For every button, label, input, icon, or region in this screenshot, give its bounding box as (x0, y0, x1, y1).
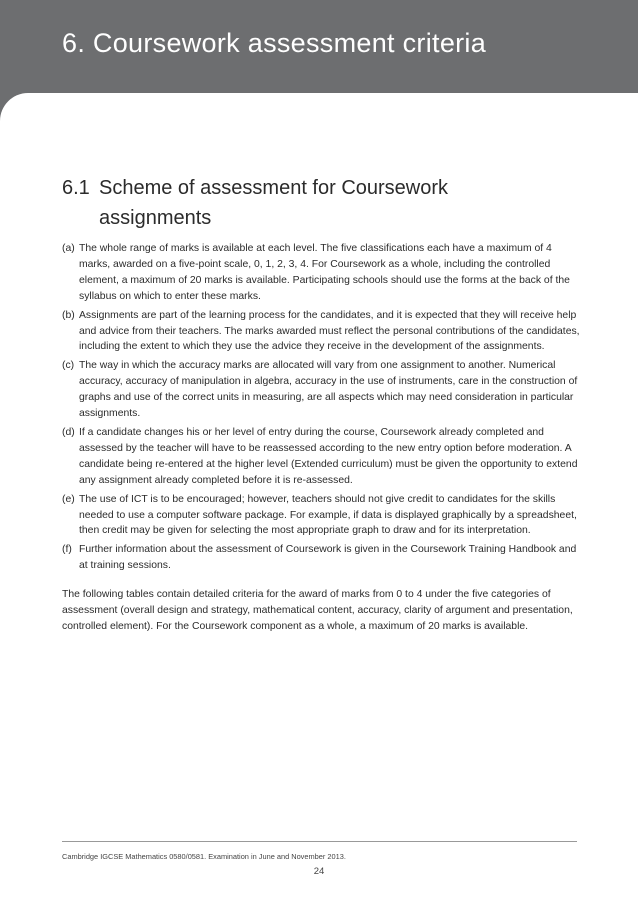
list-item (62, 308, 582, 356)
item-label: (c) (62, 360, 75, 372)
item-text: Assignments are part of the learning process for the candidates, and it is expected that they will receive help and advice from their teachers. The marks awarded must reflect the personal contributions of the candidates, including the extent to which they use the advice they receive in the development of the assignments. (79, 309, 580, 353)
section-heading (62, 173, 582, 233)
footer-text: Cambridge IGCSE Mathematics 0580/0581. Examination in June and November 2013. (62, 852, 346, 861)
list-item (62, 241, 582, 305)
item-label: (e) (62, 493, 75, 505)
criteria-list (62, 241, 582, 574)
page-number: 24 (313, 866, 325, 877)
item-label: (a) (62, 243, 75, 254)
header-corner-curve (0, 93, 28, 121)
list-item (62, 358, 582, 422)
item-label: (f) (62, 544, 72, 556)
item-text: The use of ICT is to be encouraged; however, teachers should not give credit to candidates for the skills needed to use a computer software package. For example, if data is displayed graphically by a spreadsheet, then credit may be given for selecting the most appropriate graph to draw and for its interpretation. (79, 493, 577, 537)
list-item (62, 542, 582, 574)
section-title: Scheme of assessment for Coursework assignments (99, 177, 449, 229)
section-number: 6.1 (62, 177, 90, 199)
chapter-title: 6. Coursework assessment criteria (62, 28, 487, 58)
section-6-1 (62, 173, 582, 635)
list-item (62, 425, 582, 489)
summary-paragraph: The following tables contain detailed criteria for the award of marks from 0 to 4 under the five categories of assessment (overall design and strategy, mathematical content, accuracy, clarity of argument and presentation, controlled element). For the Coursework component as a whole, a maximum of 20 marks is available. (62, 589, 573, 632)
item-text: The way in which the accuracy marks are allocated will vary from one assignment to another. Numerical accuracy, accuracy of manipulation in algebra, accuracy in the use of instruments, care in the construction of graphs and use of the correct units in measuring, are all aspects which may need consideration in particular assignments. (79, 360, 578, 420)
item-text: Further information about the assessment of Coursework is given in the Coursework Training Handbook and at training sessions. (79, 544, 577, 572)
item-label: (d) (62, 426, 75, 438)
chapter-header-band (0, 0, 638, 93)
item-text: If a candidate changes his or her level of entry during the course, Coursework already completed and assessed by the teacher will have to be reassessed according to the new entry option before moderation. A candidate being re-entered at the higher level (Extended curriculum) must be given the opportunity to extend any assignment already completed before it is re-assessed. (79, 426, 578, 486)
list-item (62, 492, 582, 540)
footer-divider (62, 841, 577, 842)
item-label: (b) (62, 309, 75, 321)
item-text: The whole range of marks is available at each level. The five classifications each have a maximum of 4 marks, awarded on a five-point scale, 0, 1, 2, 3, 4. For Coursework as a whole, including the controlled element, a maximum of 20 marks is available. Participating schools should use the forms at the back of the syllabus on which to enter these marks. (79, 243, 570, 302)
